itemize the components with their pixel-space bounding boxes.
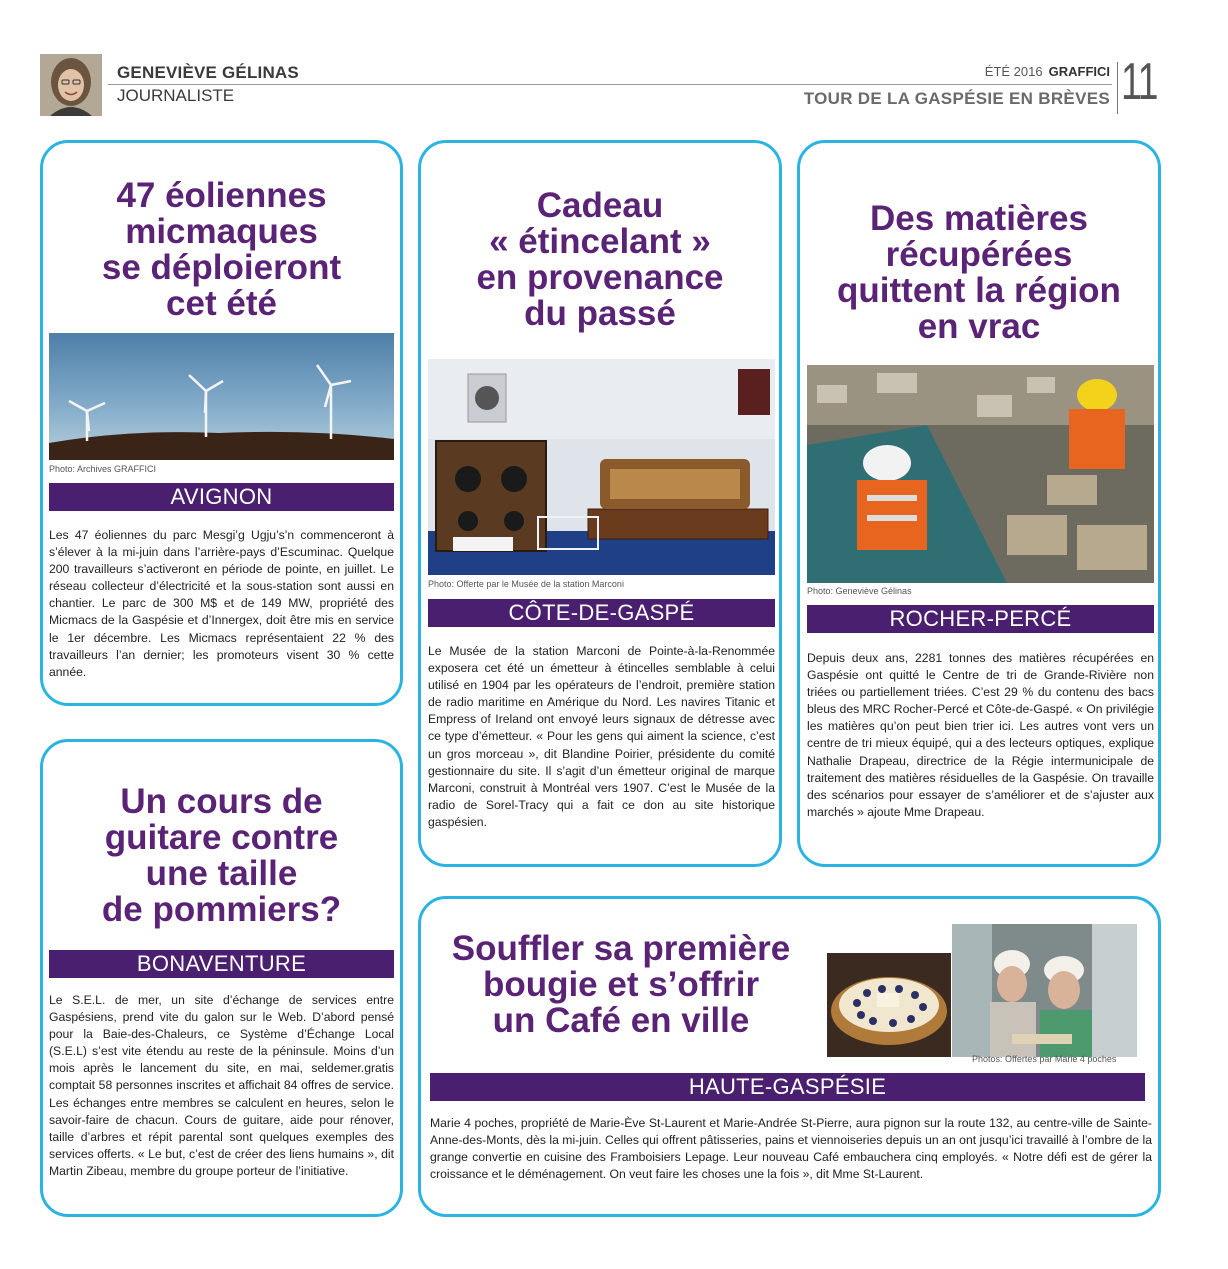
article-body bbox=[430, 1115, 1152, 1183]
title-line: cet été bbox=[166, 284, 277, 323]
title-line: « étincelant » bbox=[489, 222, 711, 261]
article-title bbox=[43, 178, 400, 322]
article-text: Marie 4 poches, propriété de Marie-Ève St-Laurent et Marie-Andrée St-Pierre, aura pignon sur la route 132, au centre-ville de Sainte-Anne-des-Monts, dès la mi-juin. Celles qui offrent pâtisseries, pains et viennoiseries depuis un an ont jusqu’ici travaillé à l’ombre de la grange convertie en cuisine des Framboisiers Lepage. Leur nouveau Café embauchera cinq employés. « Notre défi est de gérer la croissance et le déménagement. On veut faire les choses une la fois », dit Mme St-Laurent. bbox=[430, 1116, 1152, 1182]
title-line: 47 éoliennes bbox=[116, 176, 327, 215]
article-avignon bbox=[40, 140, 403, 706]
header-divider bbox=[1117, 62, 1118, 114]
article-body bbox=[49, 992, 394, 1180]
title-line: Souffler sa première bbox=[451, 929, 791, 968]
article-haute-gaspesie bbox=[418, 896, 1161, 1217]
title-line: Un cours de bbox=[120, 782, 323, 821]
article-text: Depuis deux ans, 2281 tonnes des matières récupérées en Gaspésie ont quitté le Centre de tri de Grande-Rivière non triées ou partiellement triées. C’est 29 % du contenu des bacs bleus des MRC Rocher-Percé et Côte-de-Gaspé. « On privilégie les matières qu’on peut bien trier ici. Les autres vont vers un centre de tri mieux équipé, qui a des lecteurs optiques, explique Nathalie Drapeau, directrice de la Régie intermunicipale de traitement des matières résiduelles de la Gaspésie. On travaille des scénarios pour essayer de s’améliorer et de s’ajuster aux marchés » ajoute Mme Drapeau. bbox=[807, 651, 1154, 819]
region-bar: ROCHER-PERCÉ bbox=[807, 605, 1154, 633]
article-text: Le S.E.L. de mer, un site d’échange de services entre Gaspésiens, prend vite du galon sur le Web. D’abord pensé pour la Baie-des-Chaleurs, ce Système d’Échange Local (S.E.L) s’est vite étendu au reste de la péninsule. Moins d’un mois après le lancement du site, en mai, seldemer.gratis comptait 58 personnes inscrites et affichait 84 offres de service. Les échanges entre membres se calculent en heures, selon le savoir-faire de chacun. Cours de guitare, aide pour rénover, taille d’arbres et répit parental sont quelques exemples des services offerts. « Le but, c’est de créer des liens humains », dit Martin Zibeau, membre du groupe porteur de l’initiative. bbox=[49, 993, 394, 1178]
header-rule bbox=[108, 84, 1112, 85]
cake-photo bbox=[827, 953, 951, 1057]
title-line: récupérées bbox=[885, 235, 1073, 274]
section-title: TOUR DE LA GASPÉSIE EN BRÈVES bbox=[803, 89, 1110, 108]
region-bar: AVIGNON bbox=[49, 483, 394, 511]
article-body bbox=[807, 650, 1154, 821]
title-line: en vrac bbox=[917, 307, 1041, 346]
title-line: se déploieront bbox=[101, 248, 342, 287]
photo-credit: Photo: Offerte par le Musée de la station Marconi bbox=[428, 579, 624, 589]
title-line: Cadeau bbox=[536, 186, 664, 225]
region-bar: CÔTE-DE-GASPÉ bbox=[428, 599, 775, 627]
author-role: JOURNALISTE bbox=[117, 86, 235, 105]
title-line: une taille bbox=[145, 854, 298, 893]
title-line: de pommiers? bbox=[101, 890, 342, 929]
wind-turbines-photo bbox=[49, 333, 394, 460]
title-line: Des matières bbox=[870, 199, 1088, 238]
article-title bbox=[800, 201, 1158, 345]
article-body bbox=[49, 527, 394, 681]
article-rocher-perce bbox=[797, 140, 1161, 867]
title-line: bougie et s’offrir bbox=[482, 965, 760, 1004]
photo-credit: Photo: Archives GRAFFICI bbox=[49, 464, 157, 474]
title-line: du passé bbox=[524, 294, 676, 333]
article-body bbox=[428, 643, 775, 831]
issue-date: ÉTÉ 2016 bbox=[984, 64, 1043, 79]
sorting-center-photo bbox=[807, 365, 1154, 583]
article-text: Les 47 éoliennes du parc Mesgi’g Ugju’s’n commenceront à s’élever à la mi-juin dans l’arrière-pays d’Escuminac. Quelque 200 travailleurs s’activeront en période de pointe, en juillet. Le réseau collecteur d’électricité et la sous-station sont aussi en chantier. Le parc de 300 M$ et de 149 MW, propriété des Micmacs de la Gaspésie et d’Innergex, doit être mis en service le 1er décembre. Les Micmacs représentaient 22 % des travailleurs l’an dernier; les promoteurs visent 30 % cette année. bbox=[49, 528, 394, 679]
title-line: quittent la région bbox=[837, 271, 1121, 310]
article-title bbox=[421, 931, 821, 1039]
author-portrait bbox=[40, 54, 102, 116]
article-text: Le Musée de la station Marconi de Pointe-à-la-Renommée exposera cet été un émetteur à étincelles semblable à celui utilisé en 1904 par les opérateurs de l’endroit, première station de radio maritime en Amérique du Nord. Les navires Titanic et Empress of Ireland ont envoyé leurs signaux de détresse avec ce type d’émetteur. « Pour les gens qui aiment la science, c’est un gros morceau », dit Blandine Poirier, présidente du comité gestionnaire du site. Il s’agit d’un émetteur original de marque Marconi, construit à Montréal vers 1907. C’est le Musée de la radio de Sorel-Tracy qui a fait ce don au site historique gaspésien. bbox=[428, 644, 775, 829]
title-line: en provenance bbox=[476, 258, 724, 297]
marconi-transmitter-photo bbox=[428, 359, 775, 575]
author-name: GENEVIÈVE GÉLINAS bbox=[117, 63, 299, 82]
region-bar: HAUTE-GASPÉSIE bbox=[430, 1073, 1145, 1101]
owners-photo bbox=[952, 924, 1137, 1057]
issue-line bbox=[985, 64, 1110, 79]
title-line: guitare contre bbox=[104, 818, 339, 857]
page-number: 11 bbox=[1121, 53, 1157, 111]
title-line: micmaques bbox=[125, 212, 318, 251]
article-cote-de-gaspe bbox=[418, 140, 782, 867]
title-line: un Café en ville bbox=[492, 1001, 750, 1040]
brand-name: GRAFFICI bbox=[1048, 64, 1110, 79]
article-bonaventure bbox=[40, 739, 403, 1217]
article-title bbox=[43, 784, 400, 928]
region-bar: BONAVENTURE bbox=[49, 950, 394, 978]
photo-credit: Photo: Geneviève Gélinas bbox=[807, 586, 912, 596]
article-title bbox=[421, 188, 779, 332]
photo-credit: Photos: Offertes par Marie 4 poches bbox=[972, 1054, 1117, 1064]
